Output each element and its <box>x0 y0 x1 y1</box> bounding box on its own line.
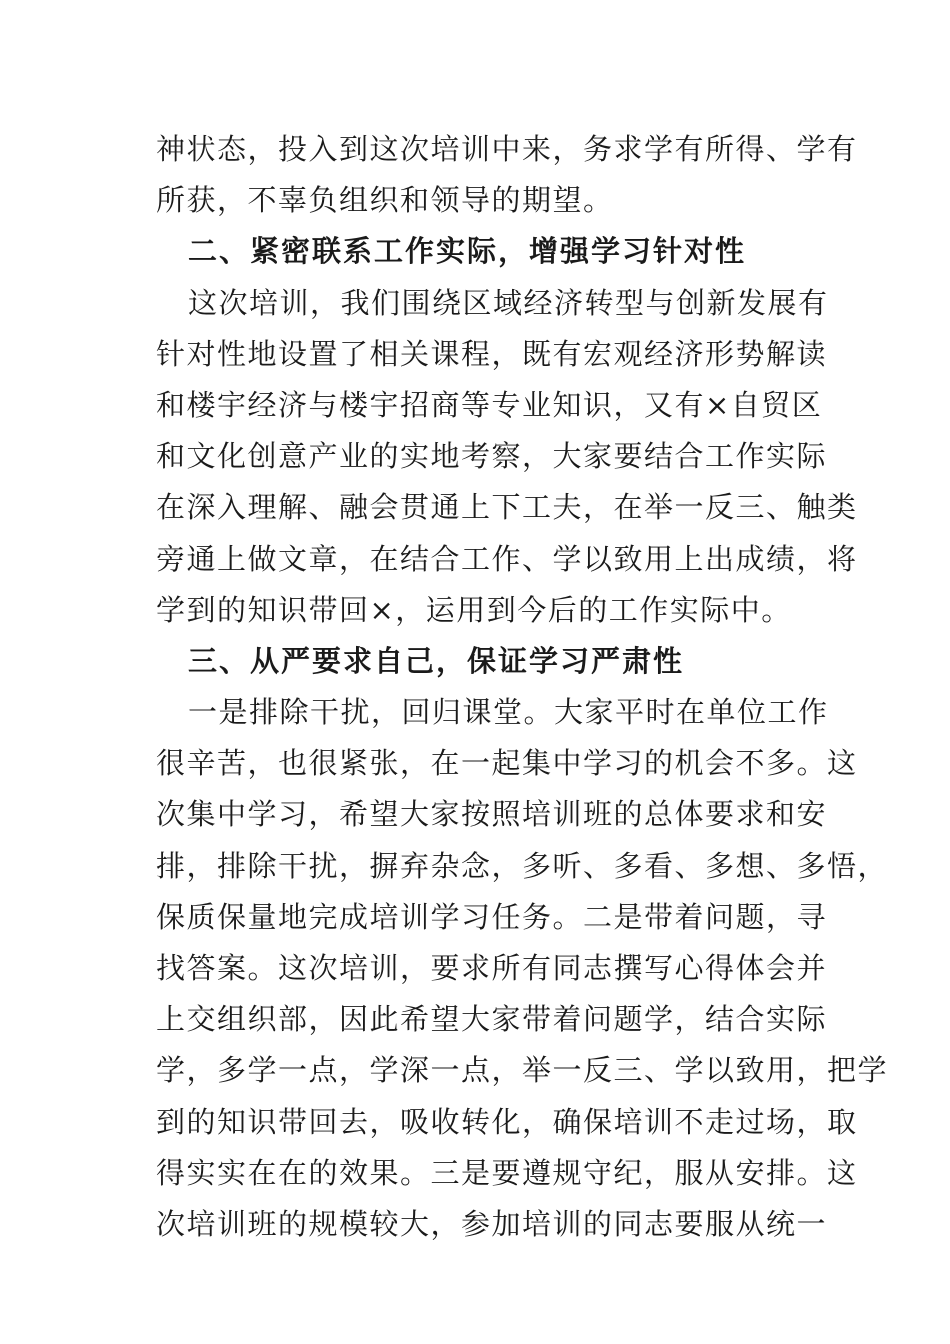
section-heading-2: 二、紧密联系工作实际，增强学习针对性 <box>188 234 747 269</box>
body-line: 到的知识带回去，吸收转化，确保培训不走过场，取 <box>156 1104 858 1139</box>
body-line: 得实实在在的效果。三是要遵规守纪，服从安排。这 <box>156 1155 858 1190</box>
body-line: 很辛苦，也很紧张，在一起集中学习的机会不多。这 <box>156 746 858 781</box>
body-line: 和文化创意产业的实地考察，大家要结合工作实际 <box>156 439 828 474</box>
body-line: 学到的知识带回×，运用到今后的工作实际中。 <box>156 592 792 627</box>
body-line: 这次培训，我们围绕区域经济转型与创新发展有 <box>188 285 829 320</box>
body-line: 旁通上做文章，在结合工作、学以致用上出成绩，将 <box>156 541 858 576</box>
body-line: 学，多学一点，学深一点，举一反三、学以致用，把学 <box>156 1053 889 1088</box>
document-body <box>156 124 889 1250</box>
body-line: 一是排除干扰，回归课堂。大家平时在单位工作 <box>188 695 829 730</box>
body-line: 找答案。这次培训，要求所有同志撰写心得体会并 <box>156 951 828 985</box>
body-line: 所获，不辜负组织和领导的期望。 <box>156 183 614 218</box>
body-line: 针对性地设置了相关课程，既有宏观经济形势解读 <box>156 336 828 371</box>
body-line: 上交组织部，因此希望大家带着问题学，结合实际 <box>156 1002 828 1037</box>
body-line: 在深入理解、融会贯通上下工夫，在举一反三、触类 <box>156 490 858 525</box>
section-heading-3: 三、从严要求自己，保证学习严肃性 <box>188 643 685 678</box>
body-line: 次集中学习，希望大家按照培训班的总体要求和安 <box>156 797 828 832</box>
body-line: 排，排除干扰，摒弃杂念，多听、多看、多想、多悟， <box>156 848 889 883</box>
body-line: 保质保量地完成培训学习任务。二是带着问题，寻 <box>156 899 828 934</box>
body-line: 次培训班的规模较大，参加培训的同志要服从统一 <box>156 1206 828 1241</box>
body-line: 和楼宇经济与楼宇招商等专业知识，又有×自贸区 <box>156 387 823 422</box>
body-line: 神状态，投入到这次培训中来，务求学有所得、学有 <box>156 132 858 166</box>
